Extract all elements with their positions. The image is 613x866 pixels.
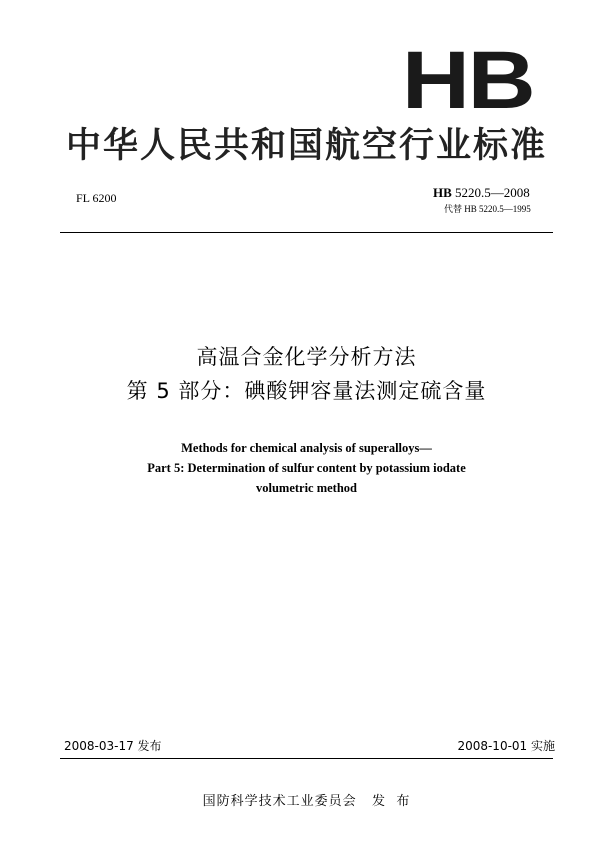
standard-number-value: 5220.5—2008 xyxy=(455,185,530,200)
classification-code: FL 6200 xyxy=(76,191,117,205)
english-title-line-2: Part 5: Determination of sulfur content by potassium iodate xyxy=(147,461,466,475)
chinese-title xyxy=(0,340,613,408)
english-title xyxy=(0,438,613,498)
replaces-standard: 代替 HB 5220.5—1995 xyxy=(444,204,531,214)
hb-logo: HB xyxy=(401,35,533,126)
standard-prefix: HB xyxy=(433,185,452,200)
top-divider xyxy=(60,232,553,233)
issuing-authority: 国防科学技术工业委员会 发 布 xyxy=(202,794,411,809)
implementation-date: 2008-10-01 实施 xyxy=(457,739,555,753)
english-title-line-3: volumetric method xyxy=(255,481,358,495)
chinese-title-line-1: 高温合金化学分析方法 xyxy=(196,345,417,369)
bottom-divider xyxy=(60,758,553,759)
english-title-line-1: Methods for chemical analysis of superalloys— xyxy=(181,441,432,455)
org-title: 中华人民共和国航空行业标准 xyxy=(65,126,547,166)
standard-number xyxy=(433,185,530,201)
issue-date: 2008-03-17 发布 xyxy=(64,739,162,753)
chinese-title-line-2: 第 5 部分：碘酸钾容量法测定硫含量 xyxy=(126,379,487,403)
